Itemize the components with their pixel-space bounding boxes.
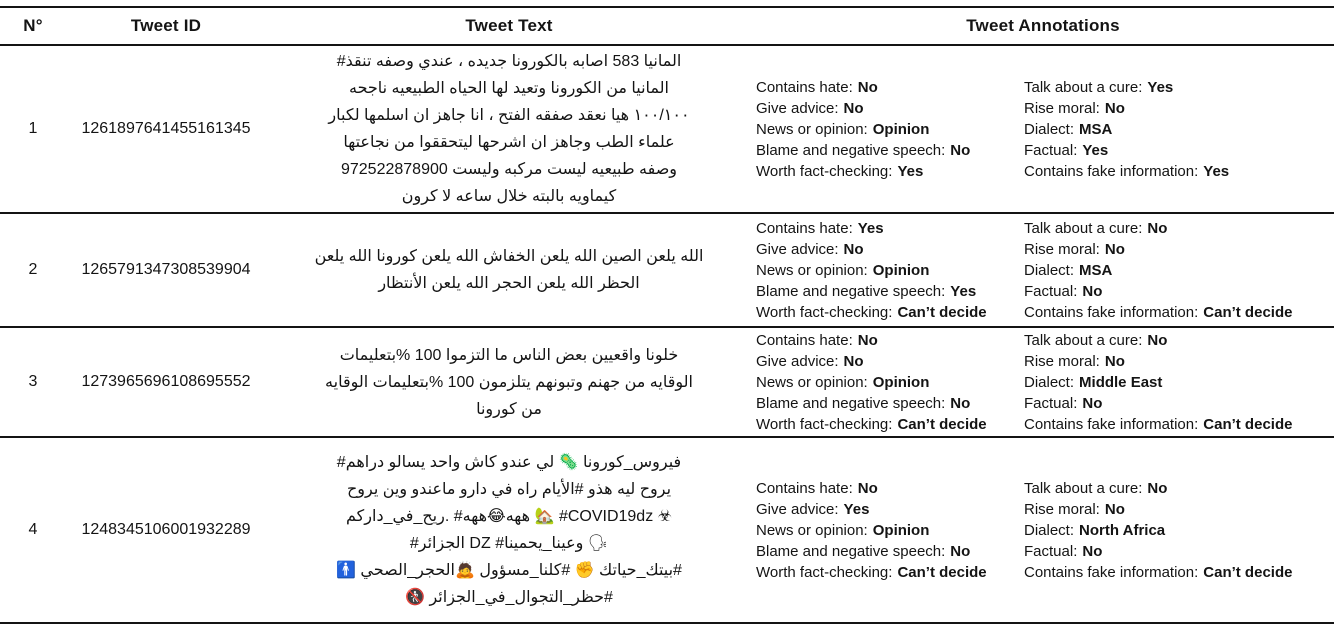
- tweet-text-line: وصفه طبيعيه ليست مركبه وليست 972522878900: [340, 161, 678, 178]
- table-row: [0, 328, 1334, 438]
- col-header-tweet-id: Tweet ID: [130, 16, 202, 35]
- tweet-id-cell: 1265791347308539904: [81, 261, 251, 278]
- table-row: [0, 438, 1334, 624]
- annotations-column-right: [1022, 218, 1334, 323]
- tweet-text-line: ١٠٠/١٠٠ هيا نعقد صفقه الفتح ، انا جاهز ان اسلمها لكبار: [328, 107, 690, 124]
- annotation-label: Contains hate:: [756, 78, 853, 96]
- annotation-line: [1024, 478, 1334, 499]
- annotation-value: Can’t decide: [897, 563, 987, 581]
- tweet-text-line: المانيا 583 اصابه بالكورونا جديده ، عندي وصفه تنقذ#: [336, 53, 682, 70]
- annotation-value: Yes: [843, 500, 870, 518]
- annotations-column-left: [752, 77, 1022, 182]
- annotation-value: Yes: [897, 162, 924, 180]
- annotation-line: [1024, 372, 1334, 393]
- annotation-line: [756, 260, 1022, 281]
- annotation-label: News or opinion:: [756, 521, 868, 539]
- annotation-label: Factual:: [1024, 282, 1078, 300]
- table-row: [0, 46, 1334, 214]
- annotation-line: [756, 499, 1022, 520]
- tweet-text-line: فيروس_كورونا 🦠 لي عندو كاش واحد يسالو دراهم#: [336, 454, 682, 471]
- annotation-label: Talk about a cure:: [1024, 78, 1143, 96]
- annotation-line: [756, 302, 1022, 323]
- annotation-line: [756, 218, 1022, 239]
- annotation-line: [756, 478, 1022, 499]
- annotation-value: No: [857, 78, 878, 96]
- annotation-value: No: [1104, 352, 1125, 370]
- annotation-value: Middle East: [1079, 373, 1163, 391]
- annotation-line: [1024, 393, 1334, 414]
- annotation-label: Blame and negative speech:: [756, 394, 946, 412]
- table-header-row: [0, 8, 1334, 46]
- annotation-value: No: [1147, 331, 1168, 349]
- annotation-label: Worth fact-checking:: [756, 563, 893, 581]
- annotation-line: [756, 77, 1022, 98]
- annotation-line: [1024, 541, 1334, 562]
- annotation-line: [1024, 260, 1334, 281]
- annotation-value: Yes: [857, 219, 884, 237]
- annotation-value: Can’t decide: [1203, 563, 1293, 581]
- annotation-label: Contains fake information:: [1024, 563, 1199, 581]
- annotation-value: No: [1104, 99, 1125, 117]
- annotation-value: No: [1147, 219, 1168, 237]
- annotation-value: Opinion: [872, 373, 930, 391]
- annotation-label: Give advice:: [756, 99, 839, 117]
- annotation-line: [756, 98, 1022, 119]
- annotation-value: Opinion: [872, 521, 930, 539]
- annotation-value: Can’t decide: [1203, 303, 1293, 321]
- annotation-line: [756, 393, 1022, 414]
- tweet-text-cell: [266, 46, 752, 212]
- annotation-label: Dialect:: [1024, 521, 1075, 539]
- annotations-column-left: [752, 218, 1022, 323]
- annotation-line: [756, 330, 1022, 351]
- annotation-value: Yes: [1082, 141, 1109, 159]
- annotation-value: No: [843, 99, 864, 117]
- tweet-id-cell: 1248345106001932289: [81, 521, 251, 538]
- annotation-line: [1024, 302, 1334, 323]
- annotation-label: Contains hate:: [756, 331, 853, 349]
- annotation-label: Give advice:: [756, 500, 839, 518]
- annotation-label: Factual:: [1024, 542, 1078, 560]
- table-row: [0, 214, 1334, 328]
- annotation-value: No: [1147, 479, 1168, 497]
- annotation-label: Rise moral:: [1024, 99, 1100, 117]
- annotation-label: Give advice:: [756, 352, 839, 370]
- annotation-value: Yes: [1203, 162, 1230, 180]
- annotation-value: No: [1082, 394, 1103, 412]
- annotation-value: No: [1104, 500, 1125, 518]
- tweet-text-line: يروح ليه هذو #الأيام راه في دارو ماعندو وين يروح: [346, 481, 672, 498]
- annotation-line: [756, 562, 1022, 583]
- col-header-number: N°: [23, 16, 43, 35]
- annotation-label: Give advice:: [756, 240, 839, 258]
- annotation-value: MSA: [1079, 120, 1113, 138]
- annotation-label: Worth fact-checking:: [756, 415, 893, 433]
- annotation-label: News or opinion:: [756, 261, 868, 279]
- annotation-label: Contains hate:: [756, 219, 853, 237]
- annotation-line: [756, 520, 1022, 541]
- annotation-line: [756, 161, 1022, 182]
- annotation-label: Contains fake information:: [1024, 415, 1199, 433]
- annotation-line: [1024, 77, 1334, 98]
- annotation-label: Dialect:: [1024, 373, 1075, 391]
- annotation-label: Contains fake information:: [1024, 303, 1199, 321]
- annotation-label: Blame and negative speech:: [756, 542, 946, 560]
- annotation-line: [1024, 499, 1334, 520]
- annotation-label: Worth fact-checking:: [756, 162, 893, 180]
- annotation-value: No: [1082, 542, 1103, 560]
- annotation-line: [756, 140, 1022, 161]
- annotation-line: [1024, 562, 1334, 583]
- annotation-value: MSA: [1079, 261, 1113, 279]
- annotation-value: No: [1082, 282, 1103, 300]
- annotation-line: [756, 351, 1022, 372]
- annotation-line: [1024, 520, 1334, 541]
- annotation-line: [1024, 351, 1334, 372]
- tweet-text-line: من كورونا: [476, 400, 542, 418]
- tweet-text-line: ☣ ‎#COVID19dz 🏡 ههه😂ههه# .ريح_في_داركم: [346, 508, 672, 525]
- annotation-value: Yes: [1147, 78, 1174, 96]
- annotation-line: [756, 372, 1022, 393]
- annotation-line: [1024, 281, 1334, 302]
- tweet-text-line: 🗣 وعينا_يحمينا# DZ الجزائر#: [409, 535, 609, 552]
- annotation-label: Dialect:: [1024, 120, 1075, 138]
- tweet-text-line: المانيا من الكورونا وتعيد لها الحياه الطبيعيه ناجحه: [348, 80, 669, 97]
- annotation-line: [1024, 161, 1334, 182]
- annotation-line: [756, 281, 1022, 302]
- annotation-label: Factual:: [1024, 394, 1078, 412]
- annotations-column-left: [752, 478, 1022, 583]
- tweet-text-line: #بيتك_حياتك ✊ #كلنا_مسؤول 🙇الحجر_الصحي 🚹: [336, 562, 682, 579]
- row-number-cell: 3: [28, 373, 38, 390]
- annotation-value: Can’t decide: [897, 303, 987, 321]
- annotation-value: Can’t decide: [897, 415, 987, 433]
- annotation-label: Rise moral:: [1024, 352, 1100, 370]
- annotation-label: Rise moral:: [1024, 500, 1100, 518]
- tweet-text-line: #حظر_التجوال_في_الجزائر 🚷: [405, 589, 613, 606]
- annotation-label: Dialect:: [1024, 261, 1075, 279]
- annotation-label: News or opinion:: [756, 373, 868, 391]
- row-number-cell: 2: [28, 261, 38, 278]
- annotation-value: No: [857, 479, 878, 497]
- annotation-label: Worth fact-checking:: [756, 303, 893, 321]
- tweet-id-cell: 1261897641455161345: [81, 120, 251, 137]
- annotation-value: Opinion: [872, 261, 930, 279]
- annotation-value: No: [950, 141, 971, 159]
- annotation-line: [756, 541, 1022, 562]
- annotation-label: Talk about a cure:: [1024, 331, 1143, 349]
- annotation-line: [1024, 218, 1334, 239]
- annotation-label: Factual:: [1024, 141, 1078, 159]
- annotation-value: No: [950, 394, 971, 412]
- annotations-column-right: [1022, 77, 1334, 182]
- col-header-tweet-annotations: Tweet Annotations: [966, 16, 1120, 35]
- annotation-value: Opinion: [872, 120, 930, 138]
- tweet-text-line: كيماويه بالبته خلال ساعه لا كرون: [401, 188, 617, 205]
- tweet-text-cell: [266, 340, 752, 425]
- annotation-line: [756, 119, 1022, 140]
- annotation-label: Contains hate:: [756, 479, 853, 497]
- annotation-value: No: [1104, 240, 1125, 258]
- tweet-text-line: الوقايه من جهنم وتبونهم يتلزمون 100 %بتعليمات الوقايه: [325, 373, 693, 391]
- annotation-label: Contains fake information:: [1024, 162, 1199, 180]
- annotation-value: Yes: [950, 282, 977, 300]
- annotation-line: [756, 414, 1022, 435]
- annotation-value: No: [857, 331, 878, 349]
- row-number-cell: 4: [28, 521, 38, 538]
- tweet-text-cell: [266, 447, 752, 613]
- tweet-text-line: الحظر الله يلعن الحجر الله يلعن الأنتظار: [378, 275, 640, 292]
- annotation-line: [1024, 119, 1334, 140]
- annotation-label: News or opinion:: [756, 120, 868, 138]
- annotation-line: [756, 239, 1022, 260]
- annotations-column-left: [752, 330, 1022, 435]
- tweet-text-cell: [266, 241, 752, 299]
- tweet-text-line: علماء الطب وجاهز ان اشرحها ليتحققوا من نجاعتها: [343, 134, 675, 151]
- tweet-text-line: الله يلعن الصين الله يلعن الخفاش الله يلعن كورونا الله يلعن: [314, 248, 704, 265]
- annotation-line: [1024, 140, 1334, 161]
- row-number-cell: 1: [28, 120, 38, 137]
- annotation-value: No: [843, 352, 864, 370]
- annotation-line: [1024, 330, 1334, 351]
- annotation-value: Can’t decide: [1203, 415, 1293, 433]
- tweet-id-cell: 1273965696108695552: [81, 373, 251, 390]
- col-header-tweet-text: Tweet Text: [465, 16, 553, 35]
- annotation-value: No: [843, 240, 864, 258]
- annotation-line: [1024, 414, 1334, 435]
- annotation-line: [1024, 98, 1334, 119]
- annotations-column-right: [1022, 478, 1334, 583]
- annotation-label: Blame and negative speech:: [756, 282, 946, 300]
- annotation-value: North Africa: [1079, 521, 1166, 539]
- tweet-text-line: خلونا واقعيين بعض الناس ما التزموا 100 %بتعليمات: [339, 346, 679, 364]
- annotation-label: Rise moral:: [1024, 240, 1100, 258]
- annotation-label: Talk about a cure:: [1024, 219, 1143, 237]
- annotation-label: Blame and negative speech:: [756, 141, 946, 159]
- annotations-column-right: [1022, 330, 1334, 435]
- annotation-label: Talk about a cure:: [1024, 479, 1143, 497]
- tweet-annotation-table: [0, 6, 1334, 624]
- annotation-value: No: [950, 542, 971, 560]
- annotation-line: [1024, 239, 1334, 260]
